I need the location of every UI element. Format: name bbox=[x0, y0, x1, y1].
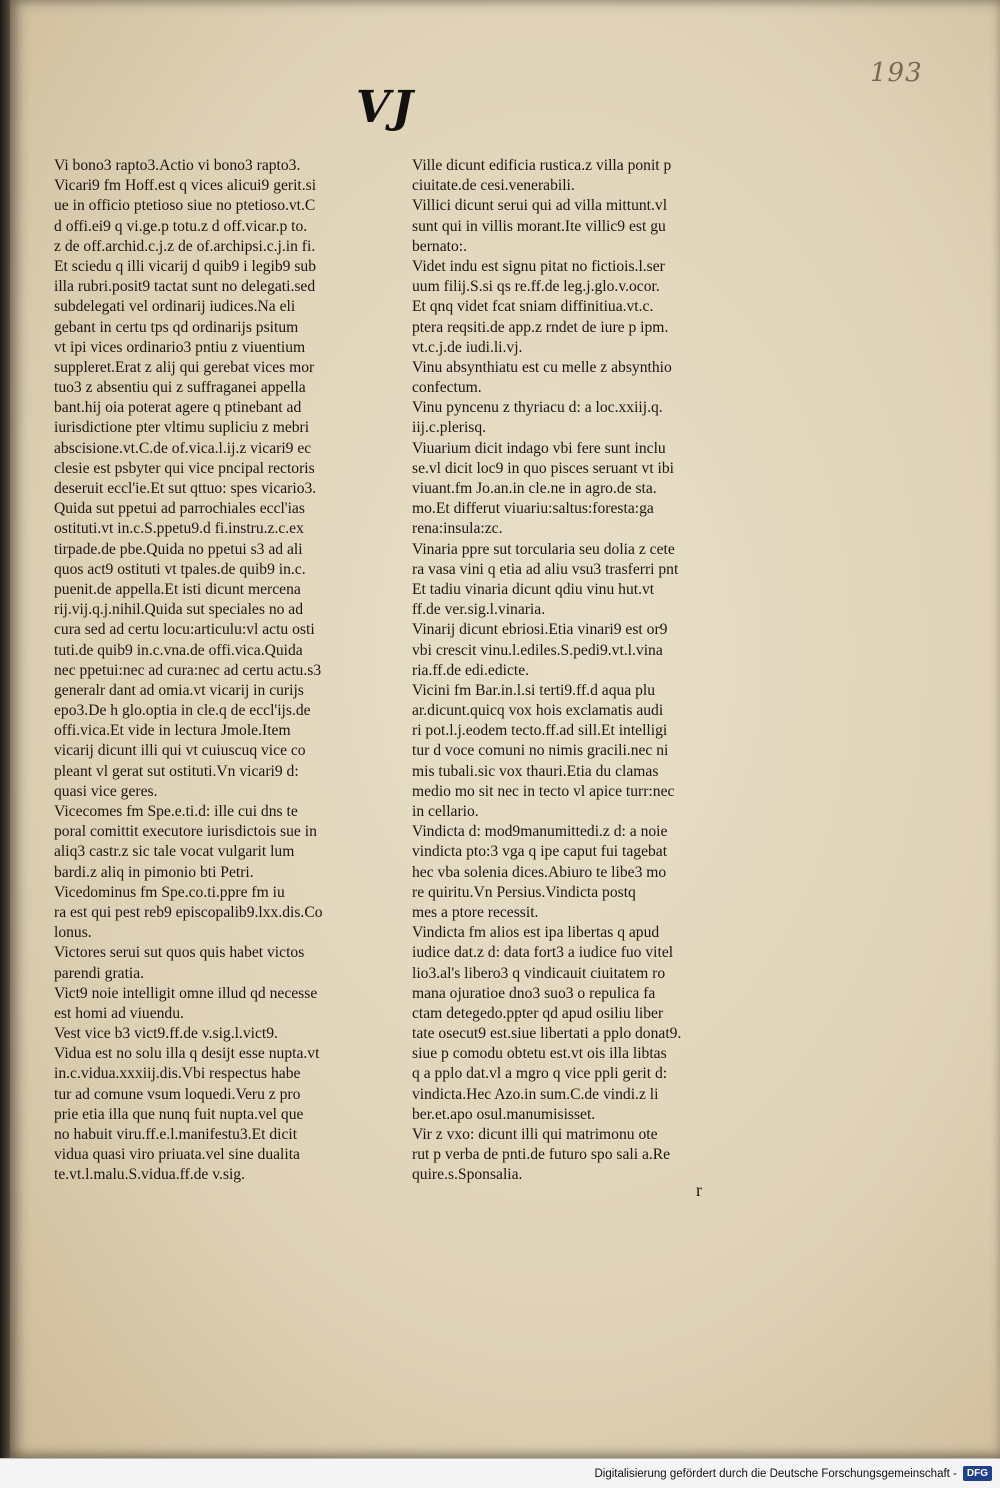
text-line: mana ojuratioe dno3 suo3 o repulica fa bbox=[412, 984, 656, 1002]
text-line: Vindicta d: mod9manumittedi.z d: a noie bbox=[412, 823, 668, 841]
signature-mark: r bbox=[696, 1180, 702, 1200]
footer-credit-text: Digitalisierung gefördert durch die Deutsche Forschungsgemeinschaft - bbox=[594, 1467, 957, 1480]
text-line: Videt indu est signu pitat no fictiois.l.ser bbox=[412, 257, 665, 275]
text-line: gebant in certu tps qd ordinarijs psitum bbox=[54, 318, 299, 336]
text-line: tuo3 z absentiu qui z suffraganei appella bbox=[54, 379, 306, 397]
text-line: in cellario. bbox=[412, 803, 479, 820]
text-line: quire.s.Sponsalia. bbox=[412, 1166, 523, 1184]
text-line: ar.dicunt.quicq vox hois exclamatis audi bbox=[412, 702, 664, 720]
dfg-logo: DFG bbox=[963, 1466, 992, 1481]
text-line: Vinu pyncenu z thyriacu d: a loc.xxiij.q. bbox=[412, 399, 663, 417]
text-line: quos act9 ostituti vt tpales.de quib9 in.c. bbox=[54, 560, 306, 578]
text-line: epo3.De h glo.optia in cle.q de eccl'ijs.de bbox=[54, 702, 311, 720]
text-line: poral comittit executore iurisdictois sue in bbox=[54, 823, 317, 841]
text-line: Vicedominus fm Spe.co.ti.ppre fm iu bbox=[54, 883, 285, 901]
text-line: rut p verba de pnti.de futuro spo sali a.Re bbox=[412, 1146, 671, 1164]
text-line: ostituti.vt in.c.S.ppetu9.d fi.instru.z.c.ex bbox=[54, 520, 304, 538]
left-text-column bbox=[54, 156, 394, 1186]
text-line: mo.Et differut viuariu:saltus:foresta:ga bbox=[412, 500, 654, 518]
text-line: viuant.fm Jo.an.in cle.ne in agro.de sta. bbox=[412, 480, 657, 497]
text-line: bant.hij oia poterat agere q ptinebant ad bbox=[54, 399, 302, 417]
text-line: pleant vl gerat sut ostituti.Vn vicari9 d: bbox=[54, 762, 299, 780]
text-line: iurisdictione pter vltimu supliciu z mebri bbox=[54, 419, 310, 437]
text-line: generalr dant ad omia.vt vicarij in curijs bbox=[54, 681, 304, 699]
text-line: Victores serui sut quos quis habet victos bbox=[54, 944, 305, 962]
text-line: sunt qui in villis morant.Ite villic9 est gu bbox=[412, 217, 666, 235]
text-line: no habuit viru.ff.e.l.manifestu3.Et dicit bbox=[54, 1126, 298, 1143]
text-line: deseruit eccl'ie.Et sut qttuo: spes vicario3. bbox=[54, 480, 317, 497]
text-line: puenit.de appella.Et isti dicunt mercena bbox=[54, 580, 301, 598]
text-line: offi.vica.Et vide in lectura Jmole.Item bbox=[54, 722, 291, 740]
text-line: re quiritu.Vn Persius.Vindicta postq bbox=[412, 883, 636, 901]
text-line: Vir z vxo: dicunt illi qui matrimonu ote bbox=[412, 1126, 658, 1143]
text-line: vindicta pto:3 vga q ipe caput fui tagebat bbox=[412, 843, 668, 861]
text-line: Vicini fm Bar.in.l.si terti9.ff.d aqua plu bbox=[412, 681, 656, 699]
text-line: te.vt.l.malu.S.vidua.ff.de v.sig. bbox=[54, 1166, 246, 1184]
text-line: Vicecomes fm Spe.e.ti.d: ille cui dns te bbox=[54, 803, 298, 820]
text-line: vindicta.Hec Azo.in sum.C.de vindi.z li bbox=[412, 1085, 659, 1103]
text-line: iij.c.plerisq. bbox=[412, 419, 487, 437]
text-line: illa rubri.posit9 tactat sunt no delegati.sed bbox=[54, 278, 316, 296]
text-line: parendi gratia. bbox=[54, 964, 145, 982]
text-line: z de off.archid.c.j.z de of.archipsi.c.j.in fi. bbox=[54, 237, 316, 255]
text-line: Et tadiu vinaria dicunt qdiu vinu hut.vt bbox=[412, 580, 655, 598]
text-line: est homi ad viuendu. bbox=[54, 1004, 184, 1022]
text-line: mes a ptore recessit. bbox=[412, 903, 539, 921]
text-line: Et qnq videt fcat sniam diffinitiua.vt.c. bbox=[412, 298, 654, 316]
text-line: rij.vij.q.j.nihil.Quida sut speciales no ad bbox=[54, 601, 304, 619]
text-line: tur ad comune vsum loquedi.Veru z pro bbox=[54, 1085, 301, 1103]
text-line: ff.de ver.sig.l.vinaria. bbox=[412, 601, 546, 619]
text-line: ra est qui pest reb9 episcopalib9.lxx.dis.Co bbox=[54, 903, 323, 921]
text-line: abscisione.vt.C.de of.vica.l.ij.z vicari9 ec bbox=[54, 439, 312, 457]
scanned-page bbox=[10, 0, 1000, 1458]
text-line: tirpade.de pbe.Quida no ppetui s3 ad ali bbox=[54, 540, 303, 558]
text-line: hec vba solenia dices.Abiuro te libe3 mo bbox=[412, 863, 667, 881]
text-line: iudice dat.z d: data fort3 a iudice fuo vitel bbox=[412, 944, 674, 962]
text-line: Villici dicunt serui qui ad villa mittunt.vl bbox=[412, 197, 668, 215]
text-line: ue in officio ptetioso siue no ptetioso.vt.C bbox=[54, 197, 316, 215]
text-line: Ville dicunt edificia rustica.z villa ponit p bbox=[412, 157, 672, 174]
text-line: vt ipi vices ordinario3 pntiu z viuentium bbox=[54, 338, 306, 356]
text-line: tate osecut9 est.siue libertati a pplo donat9. bbox=[412, 1025, 682, 1043]
text-line: bardi.z aliq in pimonio bti Petri. bbox=[54, 863, 254, 881]
text-line: Et sciedu q illi vicarij d quib9 i legib9 sub bbox=[54, 257, 317, 275]
text-line: ria.ff.de edi.edicte. bbox=[412, 661, 530, 679]
footer-bar bbox=[0, 1458, 1000, 1488]
folio-number: 193 bbox=[870, 58, 923, 88]
text-line: Quida sut ppetui ad parrochiales eccl'ias bbox=[54, 500, 305, 518]
text-line: suppleret.Erat z alij qui gerebat vices mor bbox=[54, 358, 315, 376]
text-line: q a pplo dat.vl a mgro q vice ppli gerit d: bbox=[412, 1065, 668, 1083]
text-line: Vest vice b3 vict9.ff.de v.sig.l.vict9. bbox=[54, 1025, 278, 1043]
text-line: vidua quasi viro priuata.vel sine dualita bbox=[54, 1146, 300, 1164]
text-line: nec ppetui:nec ad cura:nec ad certu actu.s3 bbox=[54, 661, 322, 679]
text-line: d offi.ei9 q vi.ge.p totu.z d off.vicar.p to. bbox=[54, 217, 308, 235]
text-line: Vindicta fm alios est ipa libertas q apud bbox=[412, 924, 660, 942]
text-line: se.vl dicit loc9 in quo pisces seruant vt ibi bbox=[412, 459, 675, 477]
text-line: Vinarij dicunt ebriosi.Etia vinari9 est or9 bbox=[412, 621, 668, 639]
text-line: in.c.vidua.xxxiij.dis.Vbi respectus habe bbox=[54, 1065, 301, 1083]
text-line: medio mo sit nec in tecto vl apice turr:nec bbox=[412, 782, 675, 800]
text-line: rena:insula:zc. bbox=[412, 520, 503, 538]
text-line: ptera reqsiti.de app.z rndet de iure p ipm. bbox=[412, 318, 669, 336]
text-line: ctam detegedo.ppter qd apud osiliu liber bbox=[412, 1004, 664, 1022]
text-line: mis tubali.sic vox thauri.Etia du clamas bbox=[412, 762, 659, 780]
text-line: confectum. bbox=[412, 379, 482, 397]
text-line: Vict9 noie intelligit omne illud qd necesse bbox=[54, 984, 318, 1002]
text-line: Vi bono3 rapto3.Actio vi bono3 rapto3. bbox=[54, 157, 301, 174]
text-line: lonus. bbox=[54, 924, 92, 942]
text-line: uum filij.S.si qs re.ff.de leg.j.glo.v.ocor. bbox=[412, 278, 660, 296]
text-line: ri pot.l.j.eodem tecto.ff.ad sill.Et intelligi bbox=[412, 722, 668, 740]
text-line: Vinu absynthiatu est cu melle z absynthio bbox=[412, 358, 672, 376]
text-line: clesie est psbyter qui vice pncipal rectoris bbox=[54, 459, 315, 477]
text-line: tur d voce comuni no nimis gracili.nec ni bbox=[412, 742, 669, 760]
text-line: bernato:. bbox=[412, 237, 467, 255]
text-line: aliq3 castr.z sic tale vocat vulgarit lum bbox=[54, 843, 295, 861]
text-line: Vicari9 fm Hoff.est q vices alicui9 gerit.si bbox=[54, 177, 317, 195]
text-line: vbi crescit vinu.l.ediles.S.pedi9.vt.l.vina bbox=[412, 641, 663, 659]
text-line: ber.et.apo osul.manumisisset. bbox=[412, 1105, 596, 1123]
text-line: ciuitate.de cesi.venerabili. bbox=[412, 177, 575, 195]
section-heading: VJ bbox=[356, 82, 415, 133]
text-line: quasi vice geres. bbox=[54, 782, 158, 800]
text-line: cura sed ad certu locu:articulu:vl actu osti bbox=[54, 621, 315, 639]
text-line: prie etia illa que nunq fuit nupta.vel que bbox=[54, 1105, 304, 1123]
right-text-column bbox=[412, 156, 782, 1186]
text-line: Vinaria ppre sut torcularia seu dolia z cete bbox=[412, 540, 675, 558]
text-line: subdelegati vel ordinarij iudices.Na eli bbox=[54, 298, 296, 316]
text-line: tuti.de quib9 in.c.vna.de offi.vica.Quida bbox=[54, 641, 303, 659]
text-line: Vidua est no solu illa q desijt esse nupta.vt bbox=[54, 1045, 320, 1063]
text-line: vicarij dicunt illi qui vt cuiuscuq vice co bbox=[54, 742, 306, 760]
text-line: vt.c.j.de iudi.li.vj. bbox=[412, 338, 523, 356]
text-line: ra vasa vini q etia ad aliu vsu3 trasferri pnt bbox=[412, 560, 679, 578]
text-line: siue p comodu obtetu est.vt ois illa libtas bbox=[412, 1045, 667, 1063]
text-line: Viuarium dicit indago vbi fere sunt inclu bbox=[412, 439, 666, 457]
text-line: lio3.al's libero3 q vindicauit ciuitatem ro bbox=[412, 964, 666, 982]
